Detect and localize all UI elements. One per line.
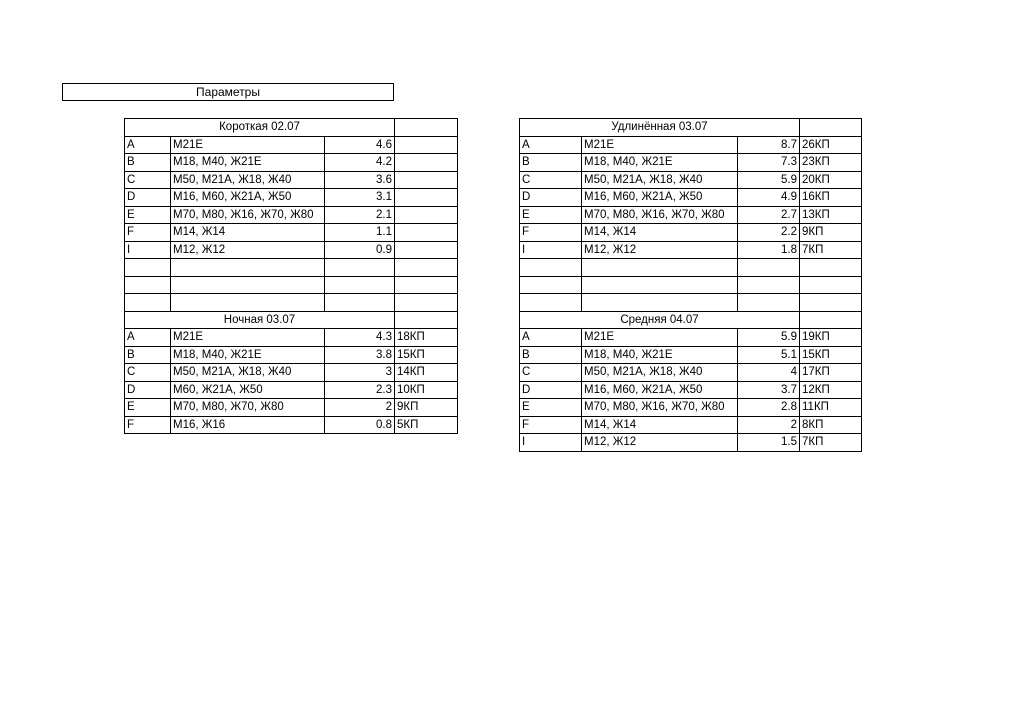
empty-cell: [395, 259, 458, 277]
row-note: 9КП: [800, 224, 862, 242]
empty-cell: [520, 276, 582, 294]
page-title: Параметры: [62, 83, 394, 101]
empty-cell: [800, 119, 862, 137]
row-value: 2.3: [325, 381, 395, 399]
row-items: M12, Ж12: [582, 434, 738, 452]
empty-cell: [582, 294, 738, 312]
row-code: A: [520, 329, 582, 347]
table-row: [125, 171, 458, 189]
row-value: 3.7: [738, 381, 800, 399]
row-code: B: [125, 154, 171, 172]
empty-cell: [800, 294, 862, 312]
row-value: 3.1: [325, 189, 395, 207]
empty-cell: [738, 259, 800, 277]
row-note: 15КП: [800, 346, 862, 364]
row-code: C: [520, 364, 582, 382]
row-value: 4.3: [325, 329, 395, 347]
row-note: [395, 136, 458, 154]
row-note: [395, 241, 458, 259]
row-items: M16, M60, Ж21A, Ж50: [582, 189, 738, 207]
row-value: 7.3: [738, 154, 800, 172]
empty-cell: [395, 311, 458, 329]
row-value: 5.9: [738, 329, 800, 347]
row-items: M50, M21A, Ж18, Ж40: [171, 364, 325, 382]
row-code: F: [125, 416, 171, 434]
row-items: M21E: [582, 329, 738, 347]
row-value: 3: [325, 364, 395, 382]
row-items: M70, M80, Ж16, Ж70, Ж80: [171, 206, 325, 224]
row-code: I: [125, 241, 171, 259]
right-table-body: [520, 119, 862, 452]
section-header-row: [125, 119, 458, 137]
row-code: D: [125, 189, 171, 207]
row-note: 18КП: [395, 329, 458, 347]
row-code: D: [125, 381, 171, 399]
row-code: C: [125, 171, 171, 189]
right-parameters-table: [519, 118, 862, 452]
row-note: 11КП: [800, 399, 862, 417]
row-items: M50, M21A, Ж18, Ж40: [582, 364, 738, 382]
row-items: M12, Ж12: [171, 241, 325, 259]
blank-row: [125, 259, 458, 277]
table-row: [125, 381, 458, 399]
blank-row: [520, 294, 862, 312]
empty-cell: [125, 294, 171, 312]
table-row: [125, 399, 458, 417]
table-row: [520, 364, 862, 382]
row-items: M18, M40, Ж21E: [171, 154, 325, 172]
empty-cell: [582, 259, 738, 277]
row-value: 4.6: [325, 136, 395, 154]
row-value: 3.8: [325, 346, 395, 364]
row-items: M18, M40, Ж21E: [171, 346, 325, 364]
row-value: 8.7: [738, 136, 800, 154]
table-row: [520, 329, 862, 347]
table-row: [125, 154, 458, 172]
empty-cell: [325, 259, 395, 277]
empty-cell: [171, 294, 325, 312]
table-row: [125, 364, 458, 382]
row-code: B: [520, 346, 582, 364]
row-items: M50, M21A, Ж18, Ж40: [171, 171, 325, 189]
row-value: 4.9: [738, 189, 800, 207]
row-note: 12КП: [800, 381, 862, 399]
row-value: 2.1: [325, 206, 395, 224]
row-value: 5.9: [738, 171, 800, 189]
row-note: [395, 171, 458, 189]
row-note: 17КП: [800, 364, 862, 382]
table-row: [125, 416, 458, 434]
table-row: [125, 136, 458, 154]
row-code: E: [125, 206, 171, 224]
row-note: 23КП: [800, 154, 862, 172]
left-parameters-table: [124, 118, 458, 434]
row-items: M70, M80, Ж16, Ж70, Ж80: [582, 206, 738, 224]
row-note: 13КП: [800, 206, 862, 224]
table-row: [520, 224, 862, 242]
row-value: 2.8: [738, 399, 800, 417]
row-items: M70, M80, Ж16, Ж70, Ж80: [582, 399, 738, 417]
row-items: M60, Ж21A, Ж50: [171, 381, 325, 399]
row-items: M21E: [171, 136, 325, 154]
row-value: 2: [738, 416, 800, 434]
row-note: 7КП: [800, 434, 862, 452]
empty-cell: [125, 259, 171, 277]
row-note: 16КП: [800, 189, 862, 207]
row-code: F: [125, 224, 171, 242]
empty-cell: [325, 276, 395, 294]
row-code: A: [125, 329, 171, 347]
row-code: E: [520, 399, 582, 417]
table-row: [520, 416, 862, 434]
empty-cell: [800, 311, 862, 329]
empty-cell: [520, 294, 582, 312]
row-code: C: [520, 171, 582, 189]
empty-cell: [395, 276, 458, 294]
table-row: [520, 399, 862, 417]
table-row: [520, 136, 862, 154]
row-value: 2.7: [738, 206, 800, 224]
row-note: 14КП: [395, 364, 458, 382]
row-items: M14, Ж14: [171, 224, 325, 242]
row-items: M21E: [582, 136, 738, 154]
table-row: [520, 434, 862, 452]
row-code: B: [125, 346, 171, 364]
row-value: 1.8: [738, 241, 800, 259]
empty-cell: [171, 276, 325, 294]
row-items: M14, Ж14: [582, 416, 738, 434]
row-value: 4: [738, 364, 800, 382]
left-table-body: [125, 119, 458, 434]
section-heading: Ночная 03.07: [125, 311, 395, 329]
empty-cell: [125, 276, 171, 294]
row-note: 19КП: [800, 329, 862, 347]
empty-cell: [520, 259, 582, 277]
section-heading: Средняя 04.07: [520, 311, 800, 329]
row-note: 20КП: [800, 171, 862, 189]
row-note: [395, 189, 458, 207]
row-code: F: [520, 224, 582, 242]
row-items: M18, M40, Ж21E: [582, 154, 738, 172]
row-note: 26КП: [800, 136, 862, 154]
blank-row: [125, 294, 458, 312]
empty-cell: [395, 119, 458, 137]
row-items: M12, Ж12: [582, 241, 738, 259]
empty-cell: [582, 276, 738, 294]
row-note: 9КП: [395, 399, 458, 417]
row-note: 5КП: [395, 416, 458, 434]
row-code: E: [520, 206, 582, 224]
row-value: 1.1: [325, 224, 395, 242]
section-heading: Короткая 02.07: [125, 119, 395, 137]
table-row: [520, 154, 862, 172]
table-row: [520, 189, 862, 207]
section-header-row: [520, 311, 862, 329]
row-value: 5.1: [738, 346, 800, 364]
empty-cell: [171, 259, 325, 277]
table-row: [125, 189, 458, 207]
row-note: 10КП: [395, 381, 458, 399]
row-value: 0.8: [325, 416, 395, 434]
row-items: M18, M40, Ж21E: [582, 346, 738, 364]
row-note: [395, 154, 458, 172]
row-note: [395, 206, 458, 224]
table-row: [520, 206, 862, 224]
row-code: A: [520, 136, 582, 154]
table-row: [520, 346, 862, 364]
table-row: [520, 381, 862, 399]
table-row: [125, 241, 458, 259]
blank-row: [125, 276, 458, 294]
table-row: [125, 224, 458, 242]
empty-cell: [800, 276, 862, 294]
row-code: D: [520, 381, 582, 399]
section-header-row: [125, 311, 458, 329]
row-code: B: [520, 154, 582, 172]
row-value: 4.2: [325, 154, 395, 172]
empty-cell: [738, 294, 800, 312]
table-row: [125, 206, 458, 224]
table-row: [125, 346, 458, 364]
row-note: 7КП: [800, 241, 862, 259]
blank-row: [520, 276, 862, 294]
row-items: M16, M60, Ж21A, Ж50: [171, 189, 325, 207]
row-code: A: [125, 136, 171, 154]
row-items: M21E: [171, 329, 325, 347]
row-note: 8КП: [800, 416, 862, 434]
row-code: E: [125, 399, 171, 417]
empty-cell: [325, 294, 395, 312]
section-header-row: [520, 119, 862, 137]
row-code: C: [125, 364, 171, 382]
row-code: I: [520, 241, 582, 259]
row-code: I: [520, 434, 582, 452]
row-note: [395, 224, 458, 242]
table-row: [520, 241, 862, 259]
row-items: M14, Ж14: [582, 224, 738, 242]
blank-row: [520, 259, 862, 277]
empty-cell: [800, 259, 862, 277]
table-row: [125, 329, 458, 347]
row-value: 0.9: [325, 241, 395, 259]
row-items: M70, M80, Ж70, Ж80: [171, 399, 325, 417]
row-value: 2.2: [738, 224, 800, 242]
empty-cell: [738, 276, 800, 294]
table-row: [520, 171, 862, 189]
empty-cell: [395, 294, 458, 312]
row-value: 1.5: [738, 434, 800, 452]
row-items: M16, Ж16: [171, 416, 325, 434]
section-heading: Удлинённая 03.07: [520, 119, 800, 137]
row-items: M50, M21A, Ж18, Ж40: [582, 171, 738, 189]
row-items: M16, M60, Ж21A, Ж50: [582, 381, 738, 399]
row-note: 15КП: [395, 346, 458, 364]
row-value: 2: [325, 399, 395, 417]
row-code: D: [520, 189, 582, 207]
row-value: 3.6: [325, 171, 395, 189]
row-code: F: [520, 416, 582, 434]
